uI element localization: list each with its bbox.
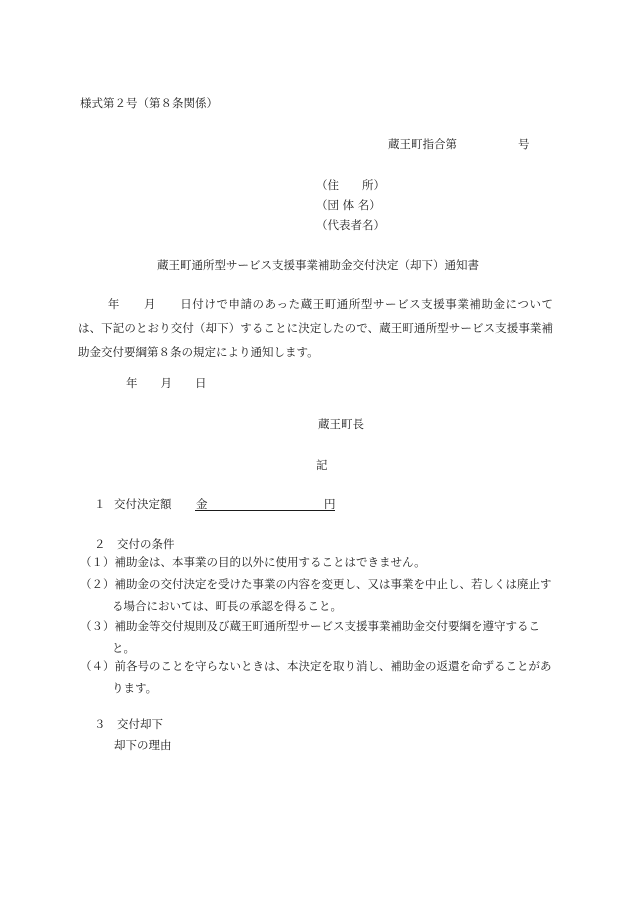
condition-item-2: （２）補助金の交付決定を受けた事業の内容を変更し、又は事業を中止し、若しくは廃止する場合においては、町長の承認を得ること。 bbox=[80, 577, 552, 613]
condition-item-3: （３）補助金等交付規則及び蔵王町通所型サービス支援事業補助金交付要綱を遵守すること。 bbox=[80, 619, 540, 655]
date-line: 年 月 日 bbox=[126, 376, 207, 390]
recipient-address: （住 所） bbox=[316, 178, 385, 192]
section1-yen: 円 bbox=[324, 497, 336, 511]
document-title: 蔵王町通所型サービス支援事業補助金交付決定（却下）通知書 bbox=[157, 258, 479, 272]
condition-item-1: （１）補助金は、本事業の目的以外に使用することはできません。 bbox=[80, 555, 426, 569]
rejection-reason-label: 却下の理由 bbox=[114, 738, 172, 752]
form-number: 様式第２号（第８条関係） bbox=[80, 96, 218, 110]
section3-heading: ３ 交付却下 bbox=[94, 717, 163, 731]
condition-item-4: （４）前各号のことを守らないときは、本決定を取り消し、補助金の返還を命ずることがあります。 bbox=[80, 659, 552, 695]
ki-heading: 記 bbox=[316, 458, 328, 472]
section1-label: 交付決定額 bbox=[114, 497, 172, 511]
amount-underline bbox=[195, 510, 335, 511]
section2-heading: ２ 交付の条件 bbox=[94, 537, 175, 551]
doc-number-suffix: 号 bbox=[518, 137, 530, 151]
section1-number: １ bbox=[94, 497, 106, 511]
issuer: 蔵王町長 bbox=[318, 417, 364, 431]
doc-number-prefix: 蔵王町指合第 bbox=[388, 137, 457, 151]
recipient-representative: （代表者名） bbox=[316, 218, 385, 232]
section1-kin: 金 bbox=[196, 497, 208, 511]
recipient-org: （団 体 名） bbox=[316, 198, 381, 212]
body-paragraph: 年 月 日付けで申請のあった蔵王町通所型サービス支援事業補助金については、下記のとおり交付（却下）することに決定したので、蔵王町通所型サービス支援事業補助金交付要綱第８条の規定により通知します。 bbox=[78, 297, 553, 359]
